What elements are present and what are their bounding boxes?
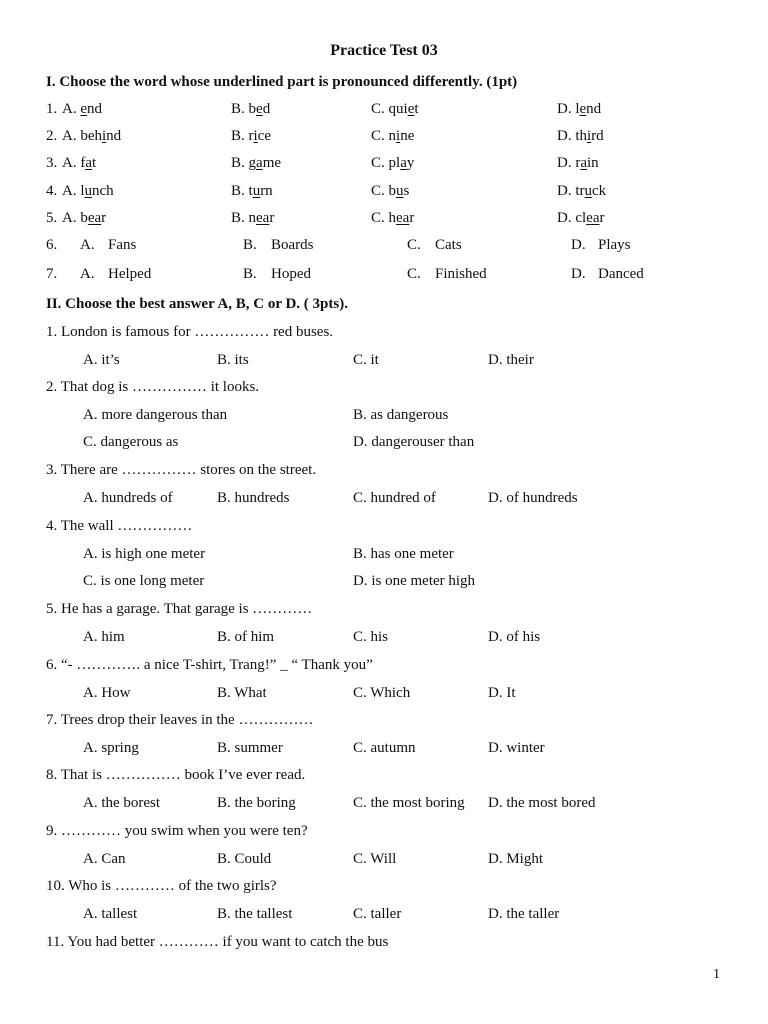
question-text: 6. “- …………. a nice T-shirt, Trang!” _ “ Thank you” bbox=[46, 657, 373, 673]
question-text: 8. That is …………… book I’ve ever read. bbox=[46, 767, 306, 783]
option: B. game bbox=[231, 155, 282, 171]
underlined-part: a bbox=[400, 155, 407, 171]
option-word: Danced bbox=[598, 266, 644, 282]
options-row bbox=[0, 407, 768, 429]
underlined-part: e bbox=[407, 101, 415, 117]
question-number: 7. bbox=[46, 266, 58, 282]
underlined-part: ea bbox=[586, 210, 600, 226]
option: B. bed bbox=[231, 101, 271, 117]
underlined-part: ea bbox=[87, 210, 102, 226]
option: D. truck bbox=[557, 183, 607, 199]
question-number: 5. bbox=[46, 210, 58, 226]
underlined-part: ea bbox=[256, 210, 270, 226]
page-number: 1 bbox=[713, 967, 720, 982]
underlined-part: a bbox=[580, 155, 587, 171]
option: A. hundreds of bbox=[83, 490, 173, 506]
option: A. lunch bbox=[62, 183, 114, 199]
option: D. the most bored bbox=[488, 795, 596, 811]
option-letter: C. bbox=[407, 237, 421, 253]
option: B. as dangerous bbox=[353, 407, 449, 423]
underlined-part: e bbox=[80, 101, 88, 117]
question-text: 10. Who is ………… of the two girls? bbox=[46, 878, 277, 894]
options-row bbox=[0, 906, 768, 928]
option: D. of hundreds bbox=[488, 490, 578, 506]
underlined-part: u bbox=[252, 183, 261, 199]
option: D. clear bbox=[557, 210, 605, 226]
option-letter: D. bbox=[571, 266, 586, 282]
question-text: 9. ………… you swim when you were ten? bbox=[46, 823, 308, 839]
underlined-part: i bbox=[102, 128, 107, 144]
option-letter: C. bbox=[407, 266, 421, 282]
underlined-part: i bbox=[253, 128, 258, 144]
question-number: 3. bbox=[46, 155, 58, 171]
options-row bbox=[0, 685, 768, 707]
options-row bbox=[0, 546, 768, 568]
pronunciation-row bbox=[0, 237, 768, 259]
option: D. dangerouser than bbox=[353, 434, 475, 450]
option-letter: B. bbox=[243, 237, 257, 253]
underlined-part: u bbox=[584, 183, 592, 199]
option: C. the most boring bbox=[353, 795, 465, 811]
question-number: 1. bbox=[46, 101, 58, 117]
option: B. near bbox=[231, 210, 275, 226]
option-letter: A. bbox=[80, 266, 95, 282]
option: C. it bbox=[353, 352, 379, 368]
option-word: Finished bbox=[435, 266, 487, 282]
page-title: Practice Test 03 bbox=[330, 42, 438, 59]
underlined-part: ea bbox=[396, 210, 410, 226]
pronunciation-row bbox=[0, 128, 768, 150]
underlined-part: a bbox=[85, 155, 92, 171]
options-row bbox=[0, 352, 768, 374]
question-text: 7. Trees drop their leaves in the …………… bbox=[46, 712, 314, 728]
option: D. It bbox=[488, 685, 516, 701]
option: A. How bbox=[83, 685, 131, 701]
option: B. summer bbox=[217, 740, 283, 756]
question-number: 2. bbox=[46, 128, 58, 144]
option: A. him bbox=[83, 629, 125, 645]
option: C. dangerous as bbox=[83, 434, 179, 450]
option: C. Which bbox=[353, 685, 411, 701]
option: C. his bbox=[353, 629, 389, 645]
option: D. is one meter high bbox=[353, 573, 476, 589]
option: B. of him bbox=[217, 629, 275, 645]
option: C. hundred of bbox=[353, 490, 436, 506]
option: D. third bbox=[557, 128, 604, 144]
option: A. fat bbox=[62, 155, 97, 171]
option: C. nine bbox=[371, 128, 415, 144]
option: A. end bbox=[62, 101, 103, 117]
question-text: 4. The wall …………… bbox=[46, 518, 193, 534]
option: C. is one long meter bbox=[83, 573, 205, 589]
question-text: 3. There are …………… stores on the street. bbox=[46, 462, 317, 478]
options-row bbox=[0, 434, 768, 456]
option: D. rain bbox=[557, 155, 599, 171]
option: B. the boring bbox=[217, 795, 296, 811]
option: D. the taller bbox=[488, 906, 560, 922]
option-word: Helped bbox=[108, 266, 152, 282]
question-text: 11. You had better ………… if you want to catch the bus bbox=[46, 934, 389, 950]
option: C. bus bbox=[371, 183, 410, 199]
underlined-part: a bbox=[256, 155, 263, 171]
option: A. it’s bbox=[83, 352, 120, 368]
option: C. autumn bbox=[353, 740, 416, 756]
option: A. Can bbox=[83, 851, 126, 867]
options-row bbox=[0, 740, 768, 762]
options-row bbox=[0, 629, 768, 651]
option: A. the borest bbox=[83, 795, 161, 811]
option: C. taller bbox=[353, 906, 402, 922]
options-row bbox=[0, 573, 768, 595]
option-word: Hoped bbox=[271, 266, 311, 282]
underlined-part: e bbox=[579, 101, 587, 117]
option: A. tallest bbox=[83, 906, 138, 922]
question-text: 5. He has a garage. That garage is ………… bbox=[46, 601, 313, 617]
option: D. Might bbox=[488, 851, 544, 867]
question-number: 4. bbox=[46, 183, 58, 199]
option: B. its bbox=[217, 352, 249, 368]
option-word: Fans bbox=[108, 237, 137, 253]
pronunciation-row bbox=[0, 266, 768, 288]
option: B. rice bbox=[231, 128, 271, 144]
option-letter: B. bbox=[243, 266, 257, 282]
question-text: 2. That dog is …………… it looks. bbox=[46, 379, 260, 395]
option: B. Could bbox=[217, 851, 272, 867]
option: B. What bbox=[217, 685, 267, 701]
option: C. quiet bbox=[371, 101, 419, 117]
pronunciation-row bbox=[0, 155, 768, 177]
option: C. hear bbox=[371, 210, 415, 226]
option-word: Cats bbox=[435, 237, 462, 253]
option: C. Will bbox=[353, 851, 397, 867]
underlined-part: i bbox=[396, 128, 401, 144]
option: D. winter bbox=[488, 740, 545, 756]
option: A. more dangerous than bbox=[83, 407, 228, 423]
pronunciation-row bbox=[0, 101, 768, 123]
section-1-heading: I. Choose the word whose underlined part is pronounced differently. (1pt) bbox=[46, 74, 518, 90]
options-row bbox=[0, 851, 768, 873]
pronunciation-row bbox=[0, 210, 768, 232]
option: A. is high one meter bbox=[83, 546, 206, 562]
option: D. of his bbox=[488, 629, 541, 645]
option-word: Plays bbox=[598, 237, 631, 253]
underlined-part: e bbox=[256, 101, 263, 117]
underlined-part: i bbox=[587, 128, 592, 144]
option: C. play bbox=[371, 155, 415, 171]
options-row bbox=[0, 490, 768, 512]
option-letter: D. bbox=[571, 237, 586, 253]
option: A. behind bbox=[62, 128, 122, 144]
option: A. spring bbox=[83, 740, 139, 756]
question-text: 1. London is famous for …………… red buses. bbox=[46, 324, 334, 340]
question-number: 6. bbox=[46, 237, 58, 253]
underlined-part: u bbox=[396, 183, 404, 199]
option-letter: A. bbox=[80, 237, 95, 253]
option: D. their bbox=[488, 352, 534, 368]
option: A. bear bbox=[62, 210, 107, 226]
underlined-part: u bbox=[84, 183, 92, 199]
section-2-heading: II. Choose the best answer A, B, C or D. ( 3pts). bbox=[46, 296, 348, 312]
option: B. has one meter bbox=[353, 546, 454, 562]
option: B. hundreds bbox=[217, 490, 290, 506]
options-row bbox=[0, 795, 768, 817]
option: B. the tallest bbox=[217, 906, 293, 922]
option-word: Boards bbox=[271, 237, 314, 253]
option: B. turn bbox=[231, 183, 273, 199]
option: D. lend bbox=[557, 101, 602, 117]
pronunciation-row bbox=[0, 183, 768, 205]
